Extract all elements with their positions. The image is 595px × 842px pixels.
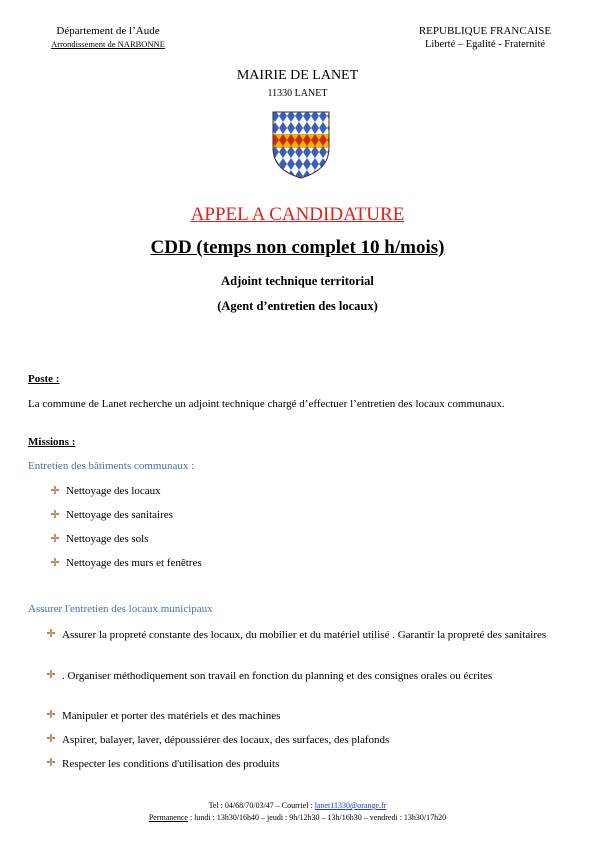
header-left [28,24,188,50]
pin-bullet-icon [46,669,57,680]
permanence-label: Permanence [148,813,188,822]
section2-item: Assurer la propreté constante des locaux, du mobilier et du matériel utilisé . Garantir la propreté des sanitaires [62,629,547,641]
list-item [46,668,567,683]
section1-item: Nettoyage des murs et fenêtres [66,557,202,569]
section1-item: Nettoyage des locaux [66,485,161,497]
list-item [50,508,173,523]
arrondissement-name: Arrondissement de NARBONNE [51,39,165,49]
list-item [46,756,567,771]
section2-item: Respecter les conditions d'utilisation des produits [62,758,280,770]
permanence-hours: : lundi : 13h30/16h40 – jeudi : 9h/12h30 – 13h/16h30 – vendredi : 13h30/17h20 [187,813,447,822]
pin-bullet-icon [46,757,57,768]
poste-text: La commune de Lanet recherche un adjoint technique chargé d’effectuer l’entretien des locaux communaux. [28,398,505,410]
pin-bullet-icon [50,557,61,568]
missions-label: Missions : [28,436,76,448]
pin-bullet-icon [50,509,61,520]
list-item [50,532,148,547]
list-item [46,627,567,642]
section2-item: Aspirer, balayer, laver, dépoussiérer des locaux, des surfaces, des plafonds [62,734,390,746]
pin-bullet-icon [46,709,57,720]
contract-title: CDD (temps non complet 10 h/mois) [150,237,445,258]
coat-of-arms-icon [271,110,331,180]
pin-bullet-icon [46,628,57,639]
list-item [46,732,567,747]
poste-label: Poste : [28,373,60,385]
header-right [385,24,585,52]
department-name: Département de l’Aude [56,25,160,37]
mairie-name: MAIRIE DE LANET [236,68,359,83]
role-detail: (Agent d’entretien des locaux) [217,299,378,313]
republic-name: REPUBLIQUE FRANCAISE [418,25,552,37]
mairie-postal: 11330 LANET [267,88,328,99]
footer-contact-prefix: Tel : 04/68/70/03/47 – Courriel : [208,801,315,810]
republic-motto: Liberté – Egalité - Fraternité [424,39,546,50]
section2-heading: Assurer l'entretien des locaux municipaux [28,603,213,615]
pin-bullet-icon [50,485,61,496]
pin-bullet-icon [46,733,57,744]
section1-item: Nettoyage des sanitaires [66,509,173,521]
email-link[interactable]: lanet11330@orange.fr [314,801,387,810]
list-item [50,484,161,499]
section1-item: Nettoyage des sols [66,533,149,545]
role-title: Adjoint technique territorial [221,274,374,288]
pin-bullet-icon [50,533,61,544]
section2-item: . Organiser méthodiquement son travail en fonction du planning et des consignes orales ou écrites [62,670,493,682]
section2-item: Manipuler et porter des matériels et des machines [62,710,281,722]
call-for-applications-title: APPEL A CANDIDATURE [190,204,405,225]
footer-hours [0,813,595,822]
list-item [46,708,567,723]
section1-heading: Entretien des bâtiments communaux : [28,460,195,472]
list-item [50,556,202,571]
footer-contact [0,801,595,810]
